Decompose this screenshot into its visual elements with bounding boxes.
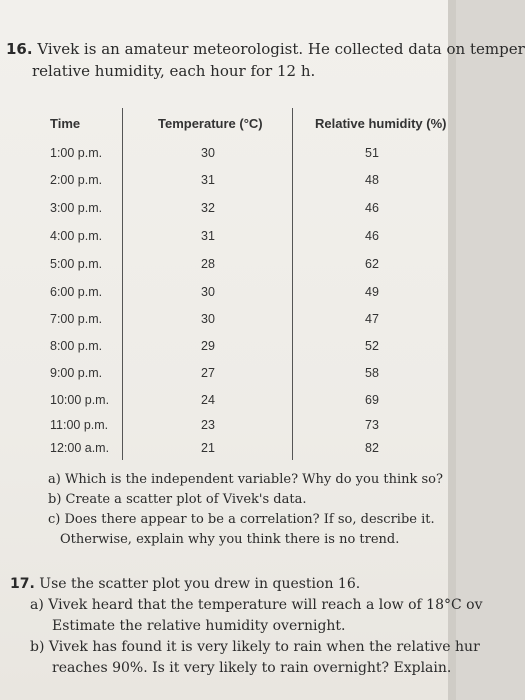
cell-humidity: 73 bbox=[365, 418, 379, 432]
question-16-number: 16. bbox=[6, 40, 33, 58]
cell-humidity: 52 bbox=[365, 339, 379, 353]
cell-temperature: 32 bbox=[201, 201, 215, 215]
table-row bbox=[40, 146, 450, 168]
cell-temperature: 24 bbox=[201, 393, 215, 407]
cell-time: 9:00 p.m. bbox=[50, 366, 103, 380]
question-16 bbox=[6, 38, 525, 82]
cell-temperature: 27 bbox=[201, 366, 215, 380]
cell-temperature: 30 bbox=[201, 312, 215, 326]
cell-humidity: 46 bbox=[365, 229, 379, 243]
table-row bbox=[40, 173, 450, 195]
cell-time: 12:00 a.m. bbox=[50, 441, 110, 455]
cell-temperature: 31 bbox=[201, 229, 215, 243]
cell-temperature: 21 bbox=[201, 441, 215, 455]
cell-time: 7:00 p.m. bbox=[50, 312, 103, 326]
table-row bbox=[40, 285, 450, 307]
cell-time: 3:00 p.m. bbox=[50, 201, 103, 215]
question-17-part-b: b) Vivek has found it is very likely to rain when the relative hur bbox=[30, 639, 480, 655]
header-temperature: Temperature (°C) bbox=[158, 116, 263, 131]
cell-humidity: 49 bbox=[365, 285, 379, 299]
question-17-intro-line bbox=[10, 574, 456, 595]
header-time: Time bbox=[50, 116, 81, 131]
table-row bbox=[40, 229, 450, 251]
part-a: a) Which is the independent variable? Why do you think so? bbox=[48, 472, 443, 487]
question-17-number: 17. bbox=[10, 576, 35, 592]
cell-humidity: 58 bbox=[365, 366, 379, 380]
table-row bbox=[40, 339, 450, 361]
question-16-line-1 bbox=[6, 38, 525, 60]
part-c: c) Does there appear to be a correlation? If so, describe it. bbox=[48, 512, 435, 527]
cell-time: 5:00 p.m. bbox=[50, 257, 103, 271]
part-c-continued: Otherwise, explain why you think there is no trend. bbox=[60, 532, 400, 547]
cell-humidity: 47 bbox=[365, 312, 379, 326]
question-17-part-a: a) Vivek heard that the temperature will reach a low of 18°C ov bbox=[30, 597, 483, 613]
question-17 bbox=[10, 574, 483, 679]
cell-humidity: 69 bbox=[365, 393, 379, 407]
cell-time: 8:00 p.m. bbox=[50, 339, 103, 353]
question-16-parts bbox=[48, 470, 448, 550]
cell-humidity: 62 bbox=[365, 257, 379, 271]
cell-temperature: 31 bbox=[201, 173, 215, 187]
cell-time: 2:00 p.m. bbox=[50, 173, 103, 187]
cell-temperature: 29 bbox=[201, 339, 215, 353]
cell-temperature: 23 bbox=[201, 418, 215, 432]
question-16-line-2: relative humidity, each hour for 12 h. bbox=[32, 62, 316, 80]
question-16-text-1: Vivek is an amateur meteorologist. He collected data on temper bbox=[37, 40, 525, 58]
table-row bbox=[40, 393, 450, 415]
table-row bbox=[40, 441, 450, 463]
cell-humidity: 82 bbox=[365, 441, 379, 455]
cell-time: 1:00 p.m. bbox=[50, 146, 103, 160]
cell-humidity: 46 bbox=[365, 201, 379, 215]
cell-time: 4:00 p.m. bbox=[50, 229, 103, 243]
part-b: b) Create a scatter plot of Vivek's data. bbox=[48, 492, 307, 507]
table-row bbox=[40, 418, 450, 440]
cell-temperature: 30 bbox=[201, 285, 215, 299]
cell-humidity: 51 bbox=[365, 146, 379, 160]
cell-humidity: 48 bbox=[365, 173, 379, 187]
cell-temperature: 30 bbox=[201, 146, 215, 160]
question-17-part-a-continued: Estimate the relative humidity overnight. bbox=[52, 618, 346, 634]
table-row bbox=[40, 257, 450, 279]
table-row bbox=[40, 366, 450, 388]
table-row bbox=[40, 312, 450, 334]
data-table bbox=[40, 108, 450, 464]
question-17-part-b-continued: reaches 90%. Is it very likely to rain overnight? Explain. bbox=[52, 660, 452, 676]
cell-time: 10:00 p.m. bbox=[50, 393, 110, 407]
table-row bbox=[40, 201, 450, 223]
cell-time: 11:00 p.m. bbox=[50, 418, 109, 432]
cell-time: 6:00 p.m. bbox=[50, 285, 103, 299]
header-relative-humidity: Relative humidity (%) bbox=[315, 116, 447, 131]
cell-temperature: 28 bbox=[201, 257, 215, 271]
question-17-intro: Use the scatter plot you drew in question 16. bbox=[39, 576, 361, 592]
